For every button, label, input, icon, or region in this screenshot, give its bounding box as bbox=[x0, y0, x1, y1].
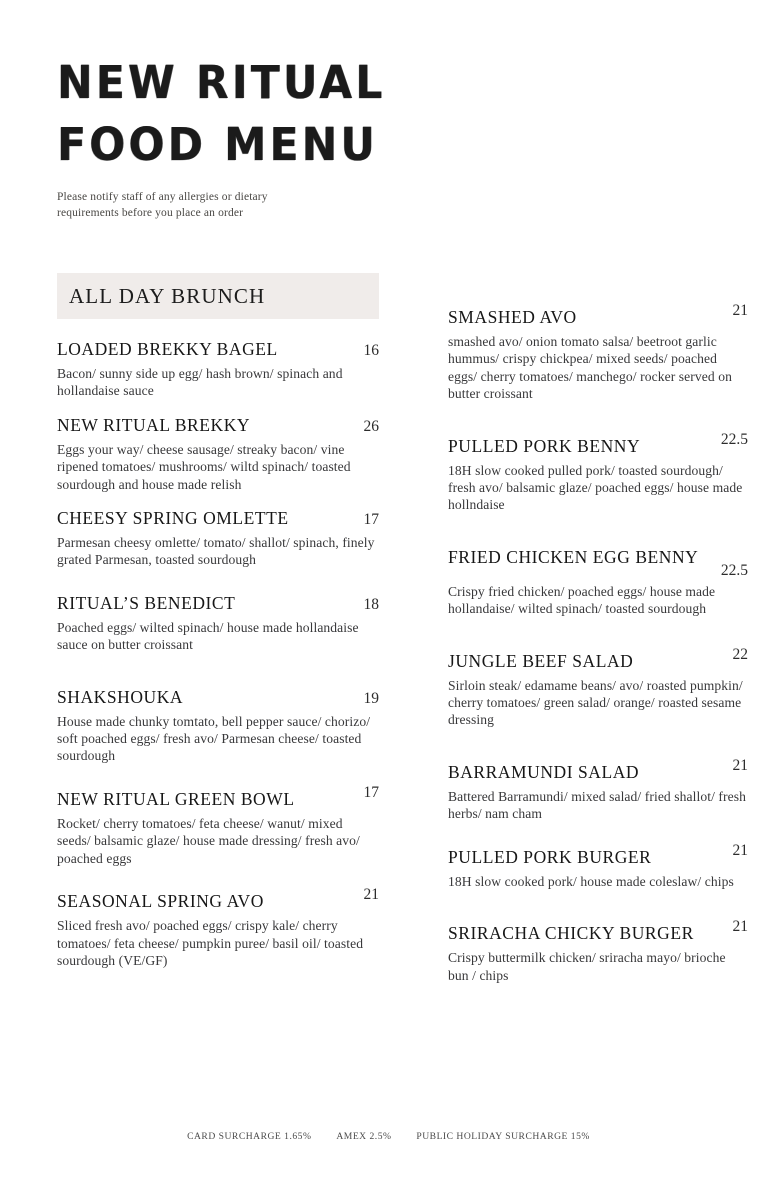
menu-item-header bbox=[57, 336, 379, 363]
menu-item bbox=[448, 304, 748, 403]
menu-item-price: 19 bbox=[363, 689, 379, 707]
menu-item-description: Eggs your way/ cheese sausage/ streaky bacon/ vine ripened tomatoes/ mushrooms/ wiltd spinach/ toasted sourdough and house made relish bbox=[57, 441, 351, 492]
menu-item-name: SEASONAL SPRING AVO bbox=[57, 891, 264, 912]
menu-item-header bbox=[57, 412, 379, 439]
menu-item-name: PULLED PORK BURGER bbox=[448, 846, 652, 867]
menu-item-description: Poached eggs/ wilted spinach/ house made hollandaise sauce on butter croissant bbox=[57, 619, 359, 653]
allergy-notice: Please notify staff of any allergies or dietary requirements before you place an order bbox=[57, 191, 268, 219]
menu-item-price: 17 bbox=[363, 511, 379, 529]
menu-item-name: NEW RITUAL BREKKY bbox=[57, 414, 251, 435]
brand-title-line-2: FOOD MENU bbox=[57, 118, 379, 171]
menu-item-name: LOADED BREKKY BAGEL bbox=[57, 339, 278, 359]
section-header-all-day-brunch bbox=[57, 273, 379, 319]
menu-item bbox=[57, 505, 379, 569]
menu-item bbox=[448, 920, 748, 984]
menu-item-header bbox=[57, 888, 379, 915]
menu-item-description: Crispy fried chicken/ poached eggs/ house made hollandaise/ wilted spinach/ toasted sourdough bbox=[448, 583, 716, 617]
menu-item bbox=[57, 684, 379, 765]
menu-item-header bbox=[57, 783, 379, 813]
menu-item-description: House made chunky tomtato, bell pepper sauce/ chorizo/ soft poached eggs/ fresh avo/ Parmesan cheese/ toasted sourdough bbox=[57, 713, 371, 764]
menu-item bbox=[448, 756, 748, 823]
menu-item-description: Sirloin steak/ edamame beans/ avo/ roasted pumpkin/ cherry tomatoes/ green salad/ orange/ roasted sesame dressing bbox=[448, 677, 743, 728]
menu-item-description: Parmesan cheesy omlette/ tomato/ shallot/ spinach, finely grated Parmesan, toasted sourdough bbox=[57, 535, 375, 568]
menu-item-name: SMASHED AVO bbox=[448, 307, 577, 327]
menu-item-header bbox=[57, 505, 379, 532]
menu-item-price: 21 bbox=[363, 886, 379, 904]
menu-item-description: smashed avo/ onion tomato salsa/ beetroot garlic hummus/ crispy chickpea/ mixed seeds/ poached eggs/ cherry tomatoes/ manchego/ rocker served on butter croissant bbox=[448, 334, 732, 402]
menu-item bbox=[57, 888, 379, 969]
brand-title-line-1: NEW RITUAL bbox=[57, 56, 386, 109]
menu-item-price: 16 bbox=[363, 342, 379, 359]
masthead bbox=[57, 52, 477, 221]
menu-item-name: SHAKSHOUKA bbox=[57, 686, 184, 707]
menu-item-price: 21 bbox=[732, 841, 748, 859]
menu-column-left bbox=[57, 273, 379, 973]
menu-item-price: 18 bbox=[363, 595, 379, 613]
menu-item bbox=[448, 645, 748, 729]
menu-item-header bbox=[448, 756, 748, 786]
menu-item-price: 21 bbox=[732, 302, 748, 319]
section-header-label: ALL DAY BRUNCH bbox=[69, 283, 266, 308]
menu-item-price: 26 bbox=[363, 417, 379, 435]
menu-item bbox=[57, 336, 379, 400]
menu-item-description: 18H slow cooked pork/ house made coleslaw/ chips bbox=[448, 873, 734, 889]
menu-item-price: 22 bbox=[732, 645, 748, 663]
footer-amex-surcharge: AMEX 2.5% bbox=[336, 1131, 392, 1142]
menu-item-name: CHEESY SPRING OMLETTE bbox=[57, 508, 289, 529]
menu-item-price: 21 bbox=[732, 918, 748, 936]
menu-item-description: Bacon/ sunny side up egg/ hash brown/ spinach and hollandaise sauce bbox=[57, 366, 343, 399]
footer-card-surcharge: CARD SURCHARGE 1.65% bbox=[187, 1131, 312, 1142]
menu-item bbox=[448, 841, 748, 890]
menu-item-header bbox=[448, 304, 748, 331]
menu-item-price: 22.5 bbox=[720, 430, 748, 448]
menu-item-name: FRIED CHICKEN EGG BENNY bbox=[448, 546, 699, 567]
menu-item-price: 17 bbox=[363, 783, 379, 801]
menu-item-name: SRIRACHA CHICKY BURGER bbox=[448, 923, 694, 944]
menu-item bbox=[57, 590, 379, 654]
menu-item-header bbox=[448, 544, 748, 581]
menu-item-name: BARRAMUNDI SALAD bbox=[448, 761, 640, 782]
menu-item bbox=[448, 544, 748, 618]
menu-item bbox=[448, 430, 748, 514]
menu-item-name: RITUAL’S BENEDICT bbox=[57, 592, 236, 613]
menu-item-name: NEW RITUAL GREEN BOWL bbox=[57, 788, 295, 809]
menu-item-description: Battered Barramundi/ mixed salad/ fried shallot/ fresh herbs/ nam cham bbox=[448, 788, 747, 822]
menu-item-description: Sliced fresh avo/ poached eggs/ crispy kale/ cherry tomatoes/ feta cheese/ pumpkin puree/ basil oil/ toasted sourdough (VE/GF) bbox=[57, 918, 364, 968]
menu-item-description: Crispy buttermilk chicken/ sriracha mayo/ brioche bun / chips bbox=[448, 950, 726, 983]
menu-item-description: Rocket/ cherry tomatoes/ feta cheese/ wanut/ mixed seeds/ balsamic glaze/ house made dressing/ fresh avo/ poached eggs bbox=[57, 815, 360, 866]
menu-item-header bbox=[448, 920, 748, 947]
menu-item-header bbox=[448, 841, 748, 871]
menu-column-right bbox=[448, 304, 748, 988]
menu-item bbox=[57, 783, 379, 867]
menu-item-header bbox=[57, 684, 379, 711]
menu-item bbox=[57, 412, 379, 493]
menu-item-header bbox=[57, 590, 379, 617]
surcharge-footer bbox=[0, 1131, 777, 1142]
menu-item-name: PULLED PORK BENNY bbox=[448, 435, 641, 456]
menu-item-price: 21 bbox=[732, 756, 748, 774]
menu-item-header bbox=[448, 430, 748, 460]
footer-public-holiday-surcharge: PUBLIC HOLIDAY SURCHARGE 15% bbox=[416, 1131, 590, 1142]
menu-item-name: JUNGLE BEEF SALAD bbox=[448, 650, 634, 671]
menu-item-price: 22.5 bbox=[720, 561, 748, 579]
menu-item-header bbox=[448, 645, 748, 675]
menu-item-description: 18H slow cooked pulled pork/ toasted sourdough/ fresh avo/ balsamic glaze/ poached eggs/ house made hollndaise bbox=[448, 462, 743, 513]
